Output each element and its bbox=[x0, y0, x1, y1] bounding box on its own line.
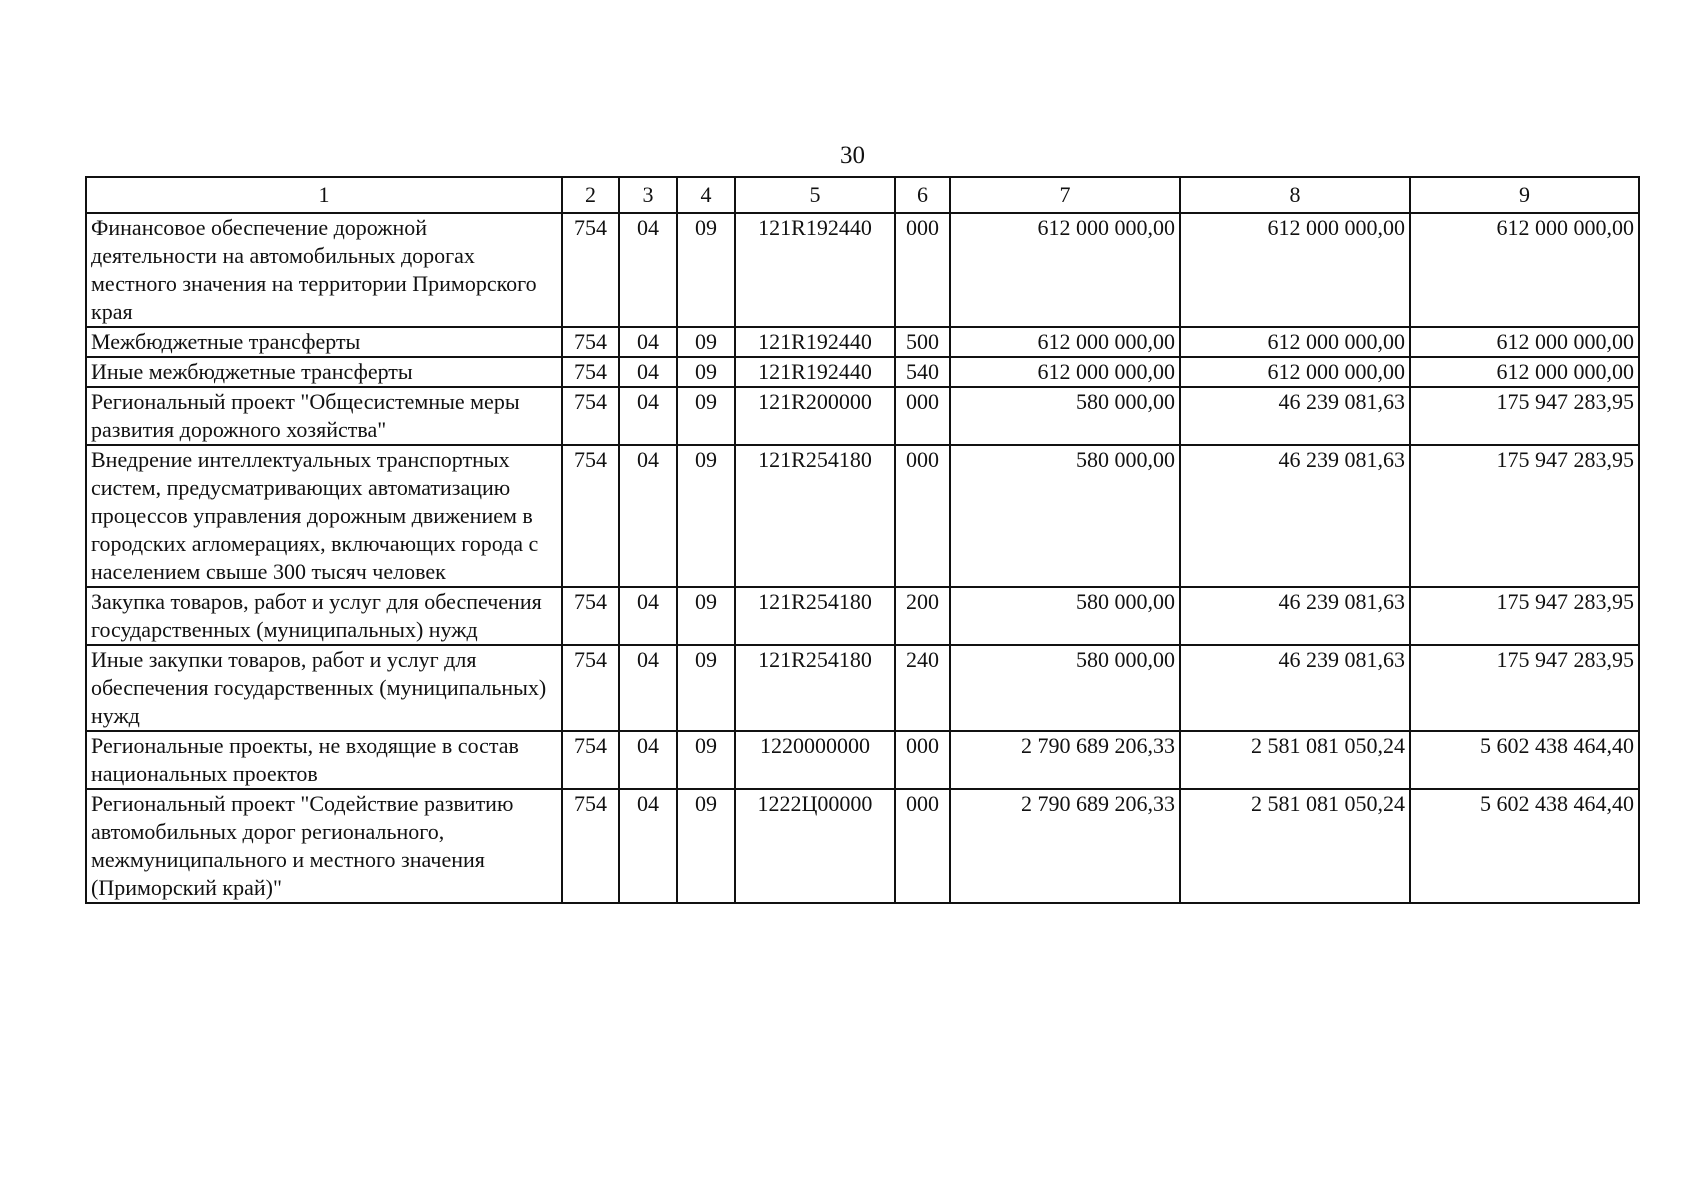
section-code: 04 bbox=[619, 357, 677, 387]
table-row bbox=[86, 731, 1639, 789]
row-name: Региональный проект "Содействие развитию автомобильных дорог регионального, межмуниципального и местного значения (Приморский край)" bbox=[86, 789, 562, 903]
amount-col9: 175 947 283,95 bbox=[1410, 445, 1639, 587]
section-code: 04 bbox=[619, 645, 677, 731]
row-name: Закупка товаров, работ и услуг для обеспечения государственных (муниципальных) нужд bbox=[86, 587, 562, 645]
amount-col8: 2 581 081 050,24 bbox=[1180, 789, 1410, 903]
subsection-code: 09 bbox=[677, 327, 735, 357]
amount-col8: 2 581 081 050,24 bbox=[1180, 731, 1410, 789]
section-code: 04 bbox=[619, 445, 677, 587]
admin-code: 754 bbox=[562, 327, 619, 357]
expense-type-code: 540 bbox=[895, 357, 950, 387]
section-code: 04 bbox=[619, 387, 677, 445]
target-article-code: 121R254180 bbox=[735, 587, 895, 645]
section-code: 04 bbox=[619, 213, 677, 327]
budget-table bbox=[85, 176, 1640, 904]
subsection-code: 09 bbox=[677, 387, 735, 445]
expense-type-code: 000 bbox=[895, 387, 950, 445]
amount-col7: 580 000,00 bbox=[950, 387, 1180, 445]
header-row bbox=[86, 177, 1639, 213]
amount-col7: 612 000 000,00 bbox=[950, 213, 1180, 327]
admin-code: 754 bbox=[562, 645, 619, 731]
amount-col8: 612 000 000,00 bbox=[1180, 213, 1410, 327]
admin-code: 754 bbox=[562, 445, 619, 587]
section-code: 04 bbox=[619, 327, 677, 357]
expense-type-code: 000 bbox=[895, 213, 950, 327]
admin-code: 754 bbox=[562, 357, 619, 387]
amount-col7: 2 790 689 206,33 bbox=[950, 789, 1180, 903]
target-article-code: 121R192440 bbox=[735, 357, 895, 387]
subsection-code: 09 bbox=[677, 445, 735, 587]
amount-col7: 580 000,00 bbox=[950, 445, 1180, 587]
row-name: Иные закупки товаров, работ и услуг для обеспечения государственных (муниципальных) нужд bbox=[86, 645, 562, 731]
amount-col7: 580 000,00 bbox=[950, 645, 1180, 731]
table-row bbox=[86, 387, 1639, 445]
amount-col9: 612 000 000,00 bbox=[1410, 357, 1639, 387]
page-number: 30 bbox=[840, 142, 865, 169]
row-name: Региональный проект "Общесистемные меры развития дорожного хозяйства" bbox=[86, 387, 562, 445]
amount-col8: 46 239 081,63 bbox=[1180, 645, 1410, 731]
row-name: Межбюджетные трансферты bbox=[86, 327, 562, 357]
amount-col9: 612 000 000,00 bbox=[1410, 213, 1639, 327]
subsection-code: 09 bbox=[677, 587, 735, 645]
amount-col9: 5 602 438 464,40 bbox=[1410, 789, 1639, 903]
subsection-code: 09 bbox=[677, 731, 735, 789]
column-header-4: 4 bbox=[677, 177, 735, 213]
table-row bbox=[86, 213, 1639, 327]
column-header-9: 9 bbox=[1410, 177, 1639, 213]
admin-code: 754 bbox=[562, 587, 619, 645]
admin-code: 754 bbox=[562, 387, 619, 445]
amount-col8: 46 239 081,63 bbox=[1180, 445, 1410, 587]
column-header-6: 6 bbox=[895, 177, 950, 213]
amount-col9: 175 947 283,95 bbox=[1410, 587, 1639, 645]
amount-col7: 580 000,00 bbox=[950, 587, 1180, 645]
amount-col8: 46 239 081,63 bbox=[1180, 387, 1410, 445]
amount-col8: 612 000 000,00 bbox=[1180, 357, 1410, 387]
subsection-code: 09 bbox=[677, 789, 735, 903]
section-code: 04 bbox=[619, 587, 677, 645]
subsection-code: 09 bbox=[677, 213, 735, 327]
target-article-code: 121R254180 bbox=[735, 645, 895, 731]
column-header-3: 3 bbox=[619, 177, 677, 213]
amount-col9: 175 947 283,95 bbox=[1410, 387, 1639, 445]
column-header-8: 8 bbox=[1180, 177, 1410, 213]
column-header-2: 2 bbox=[562, 177, 619, 213]
target-article-code: 1220000000 bbox=[735, 731, 895, 789]
expense-type-code: 000 bbox=[895, 445, 950, 587]
section-code: 04 bbox=[619, 731, 677, 789]
admin-code: 754 bbox=[562, 789, 619, 903]
expense-type-code: 000 bbox=[895, 789, 950, 903]
amount-col7: 2 790 689 206,33 bbox=[950, 731, 1180, 789]
admin-code: 754 bbox=[562, 731, 619, 789]
expense-type-code: 200 bbox=[895, 587, 950, 645]
column-header-5: 5 bbox=[735, 177, 895, 213]
admin-code: 754 bbox=[562, 213, 619, 327]
table-row bbox=[86, 645, 1639, 731]
column-header-1: 1 bbox=[86, 177, 562, 213]
table-row bbox=[86, 445, 1639, 587]
target-article-code: 121R254180 bbox=[735, 445, 895, 587]
amount-col7: 612 000 000,00 bbox=[950, 357, 1180, 387]
expense-type-code: 000 bbox=[895, 731, 950, 789]
table-row bbox=[86, 327, 1639, 357]
target-article-code: 121R192440 bbox=[735, 213, 895, 327]
expense-type-code: 500 bbox=[895, 327, 950, 357]
table-row bbox=[86, 587, 1639, 645]
row-name: Финансовое обеспечение дорожной деятельности на автомобильных дорогах местного значения на территории Приморского края bbox=[86, 213, 562, 327]
target-article-code: 121R192440 bbox=[735, 327, 895, 357]
target-article-code: 1222Ц00000 bbox=[735, 789, 895, 903]
subsection-code: 09 bbox=[677, 357, 735, 387]
row-name: Иные межбюджетные трансферты bbox=[86, 357, 562, 387]
row-name: Внедрение интеллектуальных транспортных систем, предусматривающих автоматизацию процессов управления дорожным движением в городских агломерациях, включающих города с населением свыше 300 тысяч человек bbox=[86, 445, 562, 587]
amount-col9: 5 602 438 464,40 bbox=[1410, 731, 1639, 789]
amount-col8: 612 000 000,00 bbox=[1180, 327, 1410, 357]
table-row bbox=[86, 357, 1639, 387]
subsection-code: 09 bbox=[677, 645, 735, 731]
amount-col9: 175 947 283,95 bbox=[1410, 645, 1639, 731]
column-header-7: 7 bbox=[950, 177, 1180, 213]
table-row bbox=[86, 789, 1639, 903]
amount-col7: 612 000 000,00 bbox=[950, 327, 1180, 357]
row-name: Региональные проекты, не входящие в состав национальных проектов bbox=[86, 731, 562, 789]
expense-type-code: 240 bbox=[895, 645, 950, 731]
target-article-code: 121R200000 bbox=[735, 387, 895, 445]
amount-col8: 46 239 081,63 bbox=[1180, 587, 1410, 645]
section-code: 04 bbox=[619, 789, 677, 903]
amount-col9: 612 000 000,00 bbox=[1410, 327, 1639, 357]
